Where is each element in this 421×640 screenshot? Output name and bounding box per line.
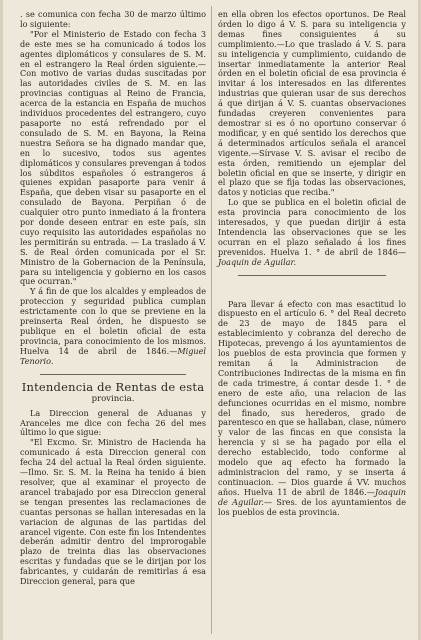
left-paragraph-2: "Por el Ministerio de Estado con fecha 3 de este mes se ha comunicado á todos los agentes diplomáticos y consulares de S. M. en el estrangero la Real órden siguiente.—Con motivo de varias dudas suscitadas por las autoridades civiles de S. M. en las provincias contiguas al Reino de Francia, acerca de la estancia en España de muchos individuos procedentes del estrangero, cuyo pasaporte no está refrendado por el consulado de S. M. en Bayona, la Reina nuestra Señora se ha dignado mandar que, en lo sucesivo, todos sus agentes diplomáticos y consulares prevengan á todos los súbditos españoles ó estrangeros á quienes expidan pasaporte para venir á España, que deben visar su pasaporte en el consulado de Bayona. Perpiñan ó de cualquier otro punto inmediato á la frontera por donde deseen entrar en este país, sin cuyo requisito las autoridades españolas no les permitirán su entrada. — La traslado á V. S. de Real órden comunicada por el Sr. Ministro de la Gobernacion de la Península, para su inteligencia y gobierno en los casos que ocurran." bbox=[20, 28, 206, 287]
section-title: Intendencia de Rentas de esta bbox=[21, 379, 205, 394]
right-paragraph-2-text: Lo que se publica en el boletin oficial de esta provincia para conocimiento de los interesados, y que puedan dirijir á esta Intendencia las observaciones que se les ocurran en el plazo señalado á los fines prevenidos. Huelva 1. ° de abril de 1846 bbox=[218, 197, 406, 257]
section-subtitle: provincia. bbox=[91, 393, 135, 404]
right-paragraph-2-signature: —Joaquin de Aguilar. bbox=[218, 246, 406, 267]
section-rule bbox=[40, 374, 186, 375]
left-paragraph-3-signature: Miguel Tenorio. bbox=[20, 345, 206, 366]
left-column bbox=[20, 10, 206, 587]
right-paragraph-2 bbox=[218, 198, 406, 267]
right-rule bbox=[238, 275, 386, 276]
left-paragraph-3 bbox=[20, 287, 206, 366]
page-edge-left bbox=[0, 0, 3, 640]
right-paragraph-3-signature: Joaquin de Aguilar. bbox=[218, 486, 406, 507]
right-paragraph-3-text: Para llevar á efecto con mas esactitud lo dispuesto en el artículo 6. ° del Real decreto de 23 de mayo de 1845 para el establecimiento y cobranza del derecho de Hipotecas, prevengo á los ayuntamientos de los pueblos de esta provincia que formen y remitan á la Administracion de Contribuciones Indirectas de la misma en fin de cada trimestre, á contar desde 1. ° de enero de este año, una relacion de las defunciones ocurridas en el mismo, nombre del finado, sus herederos, grado de parentesco en que se hallaban, clase, número y valor de las fincas en que consista la herencia y si se ha pagado por ella el derecho establecido, todo conforme al modelo que aq efecto ha formado la administracion del ramo, y se inserta á continuacion. — Dios guarde á VV. muchos años. Huelva 11 de abril de 1846.— bbox=[218, 298, 406, 497]
left-paragraph-4: La Direccion general de Aduanas y Aranceles me dice con fecha 26 del mes último lo que sigue: bbox=[20, 407, 206, 438]
spacer bbox=[218, 282, 406, 300]
left-paragraph-3-text: Y á fin de que los alcaldes y empleados de proteccion y seguridad publica cumplan estrictamente con lo que se previene en la preinserta Real órden, he dispuesto se publique en el boletin oficial de esta provincia, para conocimiento de los mismos. Huelva 14 de abril de 1846.— bbox=[20, 286, 206, 356]
left-paragraph-5: "El Excmo. Sr. Ministro de Hacienda ha comunicado á esta Direccion general con fecha 24 del actual la Real órden siguiente.—Ilmo. Sr. S. M. la Reina ha tenido á bien resolver, que al examinar el proyecto de arancel trabajado por esa Direccion general se tengan presentes las reclamaciones de cuantas personas se hallan interesadas en la variacion de algunas de las partidas del arancel vigente. Con este fin los Intendentes deberán admitir dentro del improrogable plazo de treinta dias las observaciones escritas y fundadas que se le dirijan por los fabricantes, y cuidarán de remitirlas á esa Direccion general, para que bbox=[20, 437, 206, 587]
left-paragraph-1: . se comunica con fecha 30 de marzo último lo siguiente: bbox=[20, 9, 206, 29]
right-paragraph-3-tail: — Sres. de los ayuntamientos de los pueblos de esta provincia. bbox=[218, 496, 406, 517]
column-divider bbox=[211, 6, 212, 634]
right-column bbox=[218, 10, 406, 518]
right-paragraph-3 bbox=[218, 300, 406, 518]
right-paragraph-1: en ella obren los efectos oportunos. De Real órden lo digo á V. S. para su inteligencia y demas fines consiguientes á su cumplimiento.—Lo que traslado á V. S. para su inteligencia y cumplimiento, cuidando de insertar inmediatamente la anterior Real órden en el boletin oficial de esa provincia é invitar á los interesados en las diferentes industrias que quieran usar de sus derechos á que dirijan á V. S. cuantas observaciones fundadas creyeren convenientes para demostrar si es ó no oportuno conservar ó modificar, y en qué sentido los derechos que á determinados artículos señala el arancel vigente.—Sírvase V. S. avisar el recibo de esta órden, remitiendo un ejemplar del boletin oficial en que se inserte, y dirigir en el plazo que se fija todas las observaciones, datos y noticias que reciba." bbox=[218, 9, 406, 198]
